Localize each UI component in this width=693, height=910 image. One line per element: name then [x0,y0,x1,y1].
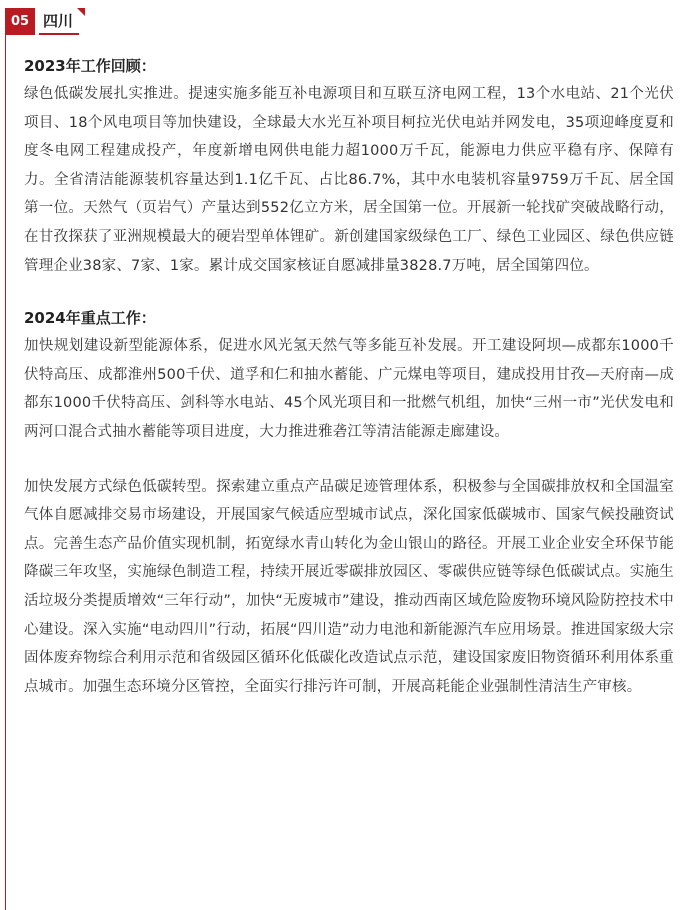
review-paragraph: 绿色低碳发展扎实推进。提速实施多能互补电源项目和互联互济电网工程，13个水电站、21个光伏项目、18个风电项目等加快建设，全球最大水光互补项目柯拉光伏电站并网发电，35项迎峰度夏和度冬电网工程建成投产，年度新增电网供电能力超1000万千瓦，能源电力供应平稳有序、保障有力。全省清洁能源装机容量达到1.1亿千瓦、占比86.7%，其中水电装机容量9759万千瓦、居全国第一位。天然气（页岩气）产量达到552亿立方米，居全国第一位。开展新一轮找矿突破战略行动，在甘孜探获了亚洲规模最大的硬岩型单体锂矿。新创建国家级绿色工厂、绿色工业园区、绿色供应链管理企业38家、7家、1家。累计成交国家核证自愿减排量3828.7万吨，居全国第四位。 [24,86,674,274]
plan-paragraph-1: 加快规划建设新型能源体系，促进水风光氢天然气等多能互补发展。开工建设阿坝—成都东1000千伏特高压、成都淮州500千伏、道孚和仁和抽水蓄能、广元煤电等项目，建成投用甘孜—天府南—成都东1000千伏特高压、剑科等水电站、45个风光项目和一批燃气机组，加快“三州一市”光伏发电和两河口混合式抽水蓄能等项目进度，大力推进雅砻江等清洁能源走廊建设。 [24,338,674,440]
review-heading: 2023年工作回顾： [24,57,156,75]
plan-heading: 2024年重点工作： [24,309,156,328]
corner-triangle-icon [77,8,85,16]
article-body [24,52,674,701]
section-title [39,8,79,35]
section-number-badge: 05 [5,8,35,35]
section-title-text: 四川 [43,12,74,30]
plan-paragraph-2: 加快发展方式绿色低碳转型。探索建立重点产品碳足迹管理体系，积极参与全国碳排放权和全国温室气体自愿减排交易市场建设，开展国家气候适应型城市试点，深化国家低碳城市、国家气候投融资试点。完善生态产品价值实现机制，拓宽绿水青山转化为金山银山的路径。开展工业企业安全环保节能降碳三年攻坚，实施绿色制造工程，持续开展近零碳排放园区、零碳供应链等绿色低碳试点。实施生活垃圾分类提质增效“三年行动”，加快“无废城市”建设，推动西南区域危险废物环境风险防控技术中心建设。深入实施“电动四川”行动，拓展“四川造”动力电池和新能源汽车应用场景。推进国家级大宗固体废弃物综合利用示范和省级园区循环化低碳化改造试点示范，建设国家废旧物资循环利用体系重点城市。加强生态环境分区管控，全面实行排污许可制，开展高耗能企业强制性清洁生产审核。 [24,478,674,695]
section-header [5,8,79,35]
